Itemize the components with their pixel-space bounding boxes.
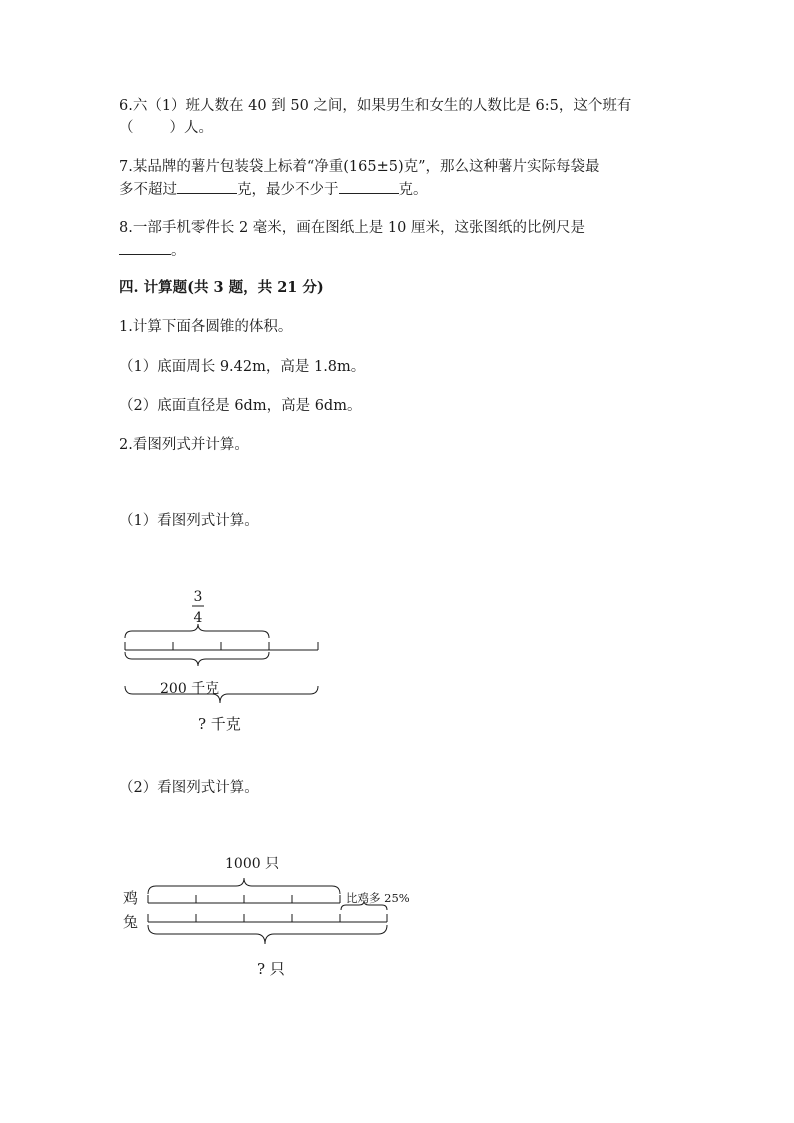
row2-label: 兔: [123, 913, 139, 931]
q6-close-paren: ）人。: [169, 120, 213, 136]
extra-label: 比鸡多 25%: [346, 891, 410, 905]
top-brace: [125, 624, 269, 638]
bottom-brace: [148, 925, 387, 944]
q7-line1: 7.某品牌的薯片包装袋上标着“净重(165±5)克”，那么这种薯片实际每袋最: [119, 159, 600, 175]
p2-title: 2.看图列式并计算。: [119, 437, 249, 453]
part-label: 200 千克: [160, 681, 220, 697]
diagram-1: [110, 580, 330, 740]
total-label: ? 只: [257, 960, 285, 978]
q7-text-c: 克。: [398, 182, 428, 198]
row1-label: 鸡: [123, 889, 139, 907]
section4-heading: 四. 计算题(共 3 题，共 21 分): [119, 279, 324, 296]
fraction-numerator: 3: [193, 589, 203, 605]
q8-end: 。: [171, 243, 186, 259]
top-label: 1000 只: [225, 856, 280, 872]
p2-sub2: （2）看图列式计算。: [119, 780, 259, 796]
q6-line2: [119, 118, 213, 138]
diagram-2: [110, 848, 430, 988]
q7-line2: [119, 179, 428, 200]
q8-line1: 8.一部手机零件长 2 毫米，画在图纸上是 10 厘米，这张图纸的比例尺是: [119, 220, 585, 236]
p2-sub1: （1）看图列式计算。: [119, 513, 259, 529]
q6-line1: 6.六（1）班人数在 40 到 50 之间，如果男生和女生的人数比是 6:5，这个班有: [119, 98, 632, 114]
total-label: ? 千克: [198, 715, 241, 733]
q7-text-a: 多不超过: [119, 182, 177, 198]
q7-text-b: 克，最少不少于: [237, 182, 339, 198]
top-brace: [148, 878, 340, 894]
fraction-denominator: 4: [193, 610, 203, 626]
p1-b: （2）底面直径是 6dm，高是 6dm。: [119, 398, 362, 414]
q8-line2: [119, 240, 186, 261]
q7-min-blank[interactable]: [339, 179, 399, 194]
q7-max-blank[interactable]: [177, 179, 237, 194]
bottom-brace: [125, 686, 318, 703]
q6-open-paren: （: [119, 120, 134, 136]
q8-answer-blank[interactable]: [119, 240, 171, 255]
p1-title: 1.计算下面各圆锥的体积。: [119, 319, 293, 335]
p1-a: （1）底面周长 9.42m，高是 1.8m。: [119, 359, 366, 375]
middle-brace: [125, 652, 269, 666]
